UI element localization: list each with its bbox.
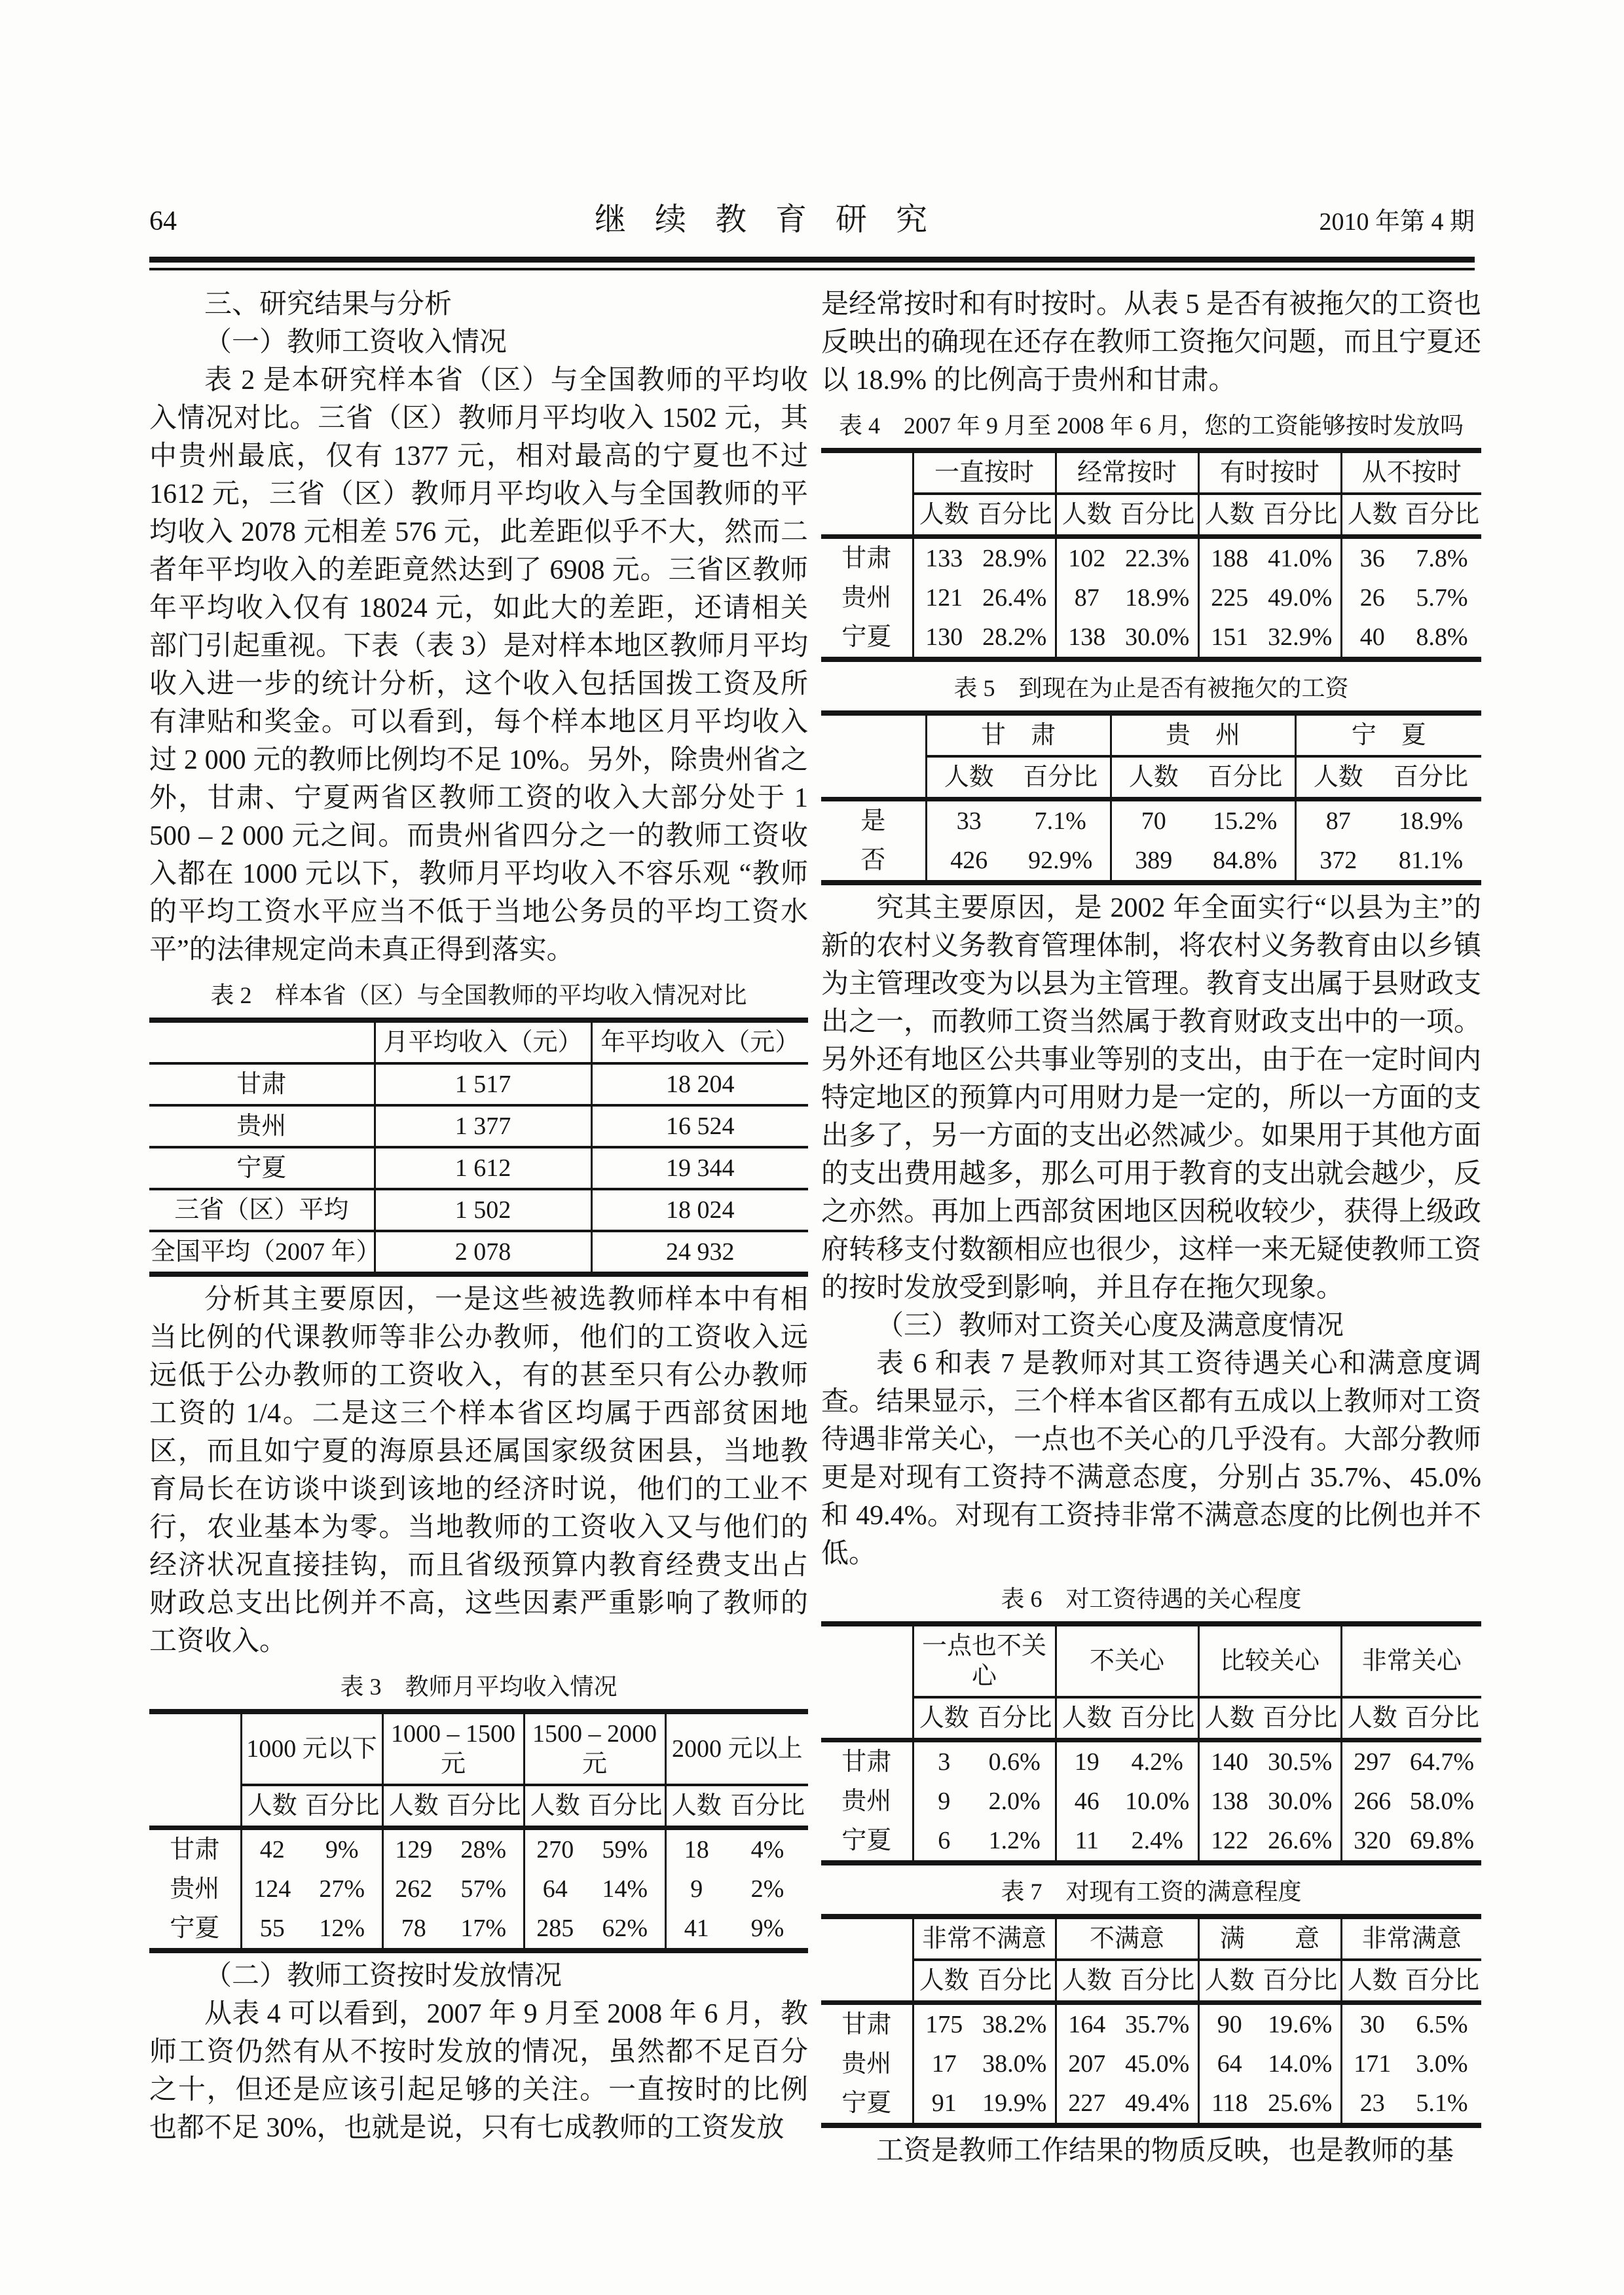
cell: 87 — [1295, 799, 1380, 841]
cell: 175 — [913, 2003, 974, 2045]
table-row — [821, 1624, 1481, 1697]
table-row — [821, 450, 1481, 494]
cell: 15.2% — [1213, 807, 1278, 835]
table-caption: 表 4 2007 年 9 月至 2008 年 6 月，您的工资能够按时发放吗 — [838, 413, 1464, 439]
table-caption: 表 7 对现有工资的满意程度 — [1001, 1879, 1302, 1905]
cell: 14.0% — [1268, 2050, 1333, 2078]
cell: 372 — [1295, 841, 1380, 883]
cell: 3 — [913, 1740, 974, 1782]
cell: 26 — [1341, 578, 1403, 617]
row-label: 宁夏 — [170, 1915, 220, 1942]
cell: 389 — [1111, 841, 1196, 883]
table-row — [821, 578, 1481, 617]
column-group-header: 满 意 — [1198, 1917, 1341, 1960]
row-label: 甘肃 — [841, 2011, 892, 2038]
column-group-header: 非常满意 — [1341, 1917, 1481, 1960]
paragraph: 表 6 和表 7 是教师对其工资待遇关心和满意度调查。结果显示，三个样本省区都有五成以上教师对工资待遇非常关心，一点也不关心的几乎没有。大部分教师更是对现有工资持不满意态度，分别占 35.7%、45.0% 和 49.4%。对现有工资持非常不满意态度的比例也并不低。 — [821, 1349, 1482, 1569]
sub-heading: （一）教师工资收入情况 — [204, 327, 507, 358]
column-subheader: 百分比 — [1403, 494, 1481, 537]
cell: 2.4% — [1131, 1827, 1183, 1854]
cell — [149, 1712, 241, 1828]
table-row — [149, 1231, 808, 1274]
right-column — [821, 285, 1481, 2170]
cell: 59% — [602, 1836, 648, 1864]
table-row — [149, 1105, 808, 1147]
table-row — [821, 2044, 1481, 2084]
cell: 14% — [602, 1875, 648, 1903]
page-number: 64 — [149, 206, 177, 236]
column-subheader: 人数 — [1056, 494, 1117, 537]
column-subheader: 百分比 — [1117, 494, 1198, 537]
table-row — [821, 841, 1481, 883]
cell — [149, 1020, 375, 1063]
paragraph: 从表 4 可以看到，2007 年 9 月至 2008 年 6 月，教师工资仍然有从不按时发放的情况，虽然都不足百分之十，但还是应该引起足够的关注。一直按时的比例也都不足 30%，也就是说，只有七成教师的工资发放 — [149, 1999, 808, 2143]
table-caption: 表 3 教师月平均收入情况 — [340, 1674, 618, 1700]
cell: 266 — [1341, 1782, 1403, 1821]
cell: 27% — [319, 1875, 365, 1903]
cell: 18 204 — [591, 1063, 808, 1105]
cell: 贵州 — [149, 1105, 375, 1147]
column-group-header: 比较关心 — [1198, 1624, 1341, 1697]
table-row — [821, 1740, 1481, 1782]
cell: 57% — [460, 1875, 507, 1903]
cell: 138 — [1056, 617, 1117, 659]
cell: 227 — [1056, 2084, 1117, 2125]
row-label: 甘肃 — [170, 1836, 220, 1864]
cell: 30 — [1341, 2003, 1403, 2045]
cell: 164 — [1056, 2003, 1117, 2045]
table-row — [821, 537, 1481, 579]
row-label: 贵州 — [841, 1788, 892, 1815]
cell: 12% — [319, 1915, 365, 1942]
table-row — [821, 494, 1481, 537]
cell: 64 — [1198, 2044, 1260, 2084]
column-subheader: 人数 — [913, 494, 974, 537]
cell: 6 — [913, 1821, 974, 1863]
cell: 甘肃 — [149, 1063, 375, 1105]
paragraph: 工资是教师工作结果的物质反映，也是教师的基 — [876, 2136, 1454, 2166]
row-label: 否 — [860, 847, 886, 874]
cell: 62% — [602, 1915, 648, 1942]
column-group-header: 非常关心 — [1341, 1624, 1481, 1697]
column-subheader: 百分比 — [1260, 494, 1341, 537]
table-5 — [821, 710, 1481, 885]
table-row — [821, 2003, 1481, 2045]
table-row — [821, 1821, 1481, 1863]
cell: 19 — [1056, 1740, 1117, 1782]
column-subheader: 人数 — [1056, 1697, 1117, 1740]
table-row — [821, 713, 1481, 756]
row-label: 宁夏 — [841, 2089, 892, 2117]
section-heading: 三、研究结果与分析 — [204, 289, 452, 320]
table-3 — [149, 1709, 808, 1953]
cell: 18 — [665, 1828, 727, 1870]
cell: 7.8% — [1416, 545, 1468, 572]
cell: 宁夏 — [149, 1147, 375, 1189]
row-label: 甘肃 — [841, 1748, 892, 1776]
cell: 19.9% — [982, 2089, 1047, 2117]
row-label: 甘肃 — [841, 545, 892, 572]
column-group-header: 经常按时 — [1056, 450, 1198, 494]
cell: 320 — [1341, 1821, 1403, 1863]
cell: 138 — [1198, 1782, 1260, 1821]
cell: 118 — [1198, 2084, 1260, 2125]
table-4 — [821, 448, 1481, 662]
table-row — [149, 1147, 808, 1189]
cell: 41.0% — [1268, 545, 1333, 572]
cell: 270 — [524, 1828, 585, 1870]
table-row — [149, 1712, 808, 1785]
column-subheader: 百分比 — [1196, 756, 1295, 799]
cell: 24 932 — [591, 1231, 808, 1274]
cell: 49.4% — [1125, 2089, 1190, 2117]
column-group-header: 有时按时 — [1198, 450, 1341, 494]
cell: 35.7% — [1125, 2011, 1190, 2038]
cell: 1 502 — [375, 1189, 591, 1231]
cell: 10.0% — [1125, 1788, 1190, 1815]
column-group-header: 1000 – 1500 元 — [382, 1712, 524, 1785]
column-subheader: 人数 — [1341, 494, 1403, 537]
cell: 188 — [1198, 537, 1260, 579]
table-caption: 表 2 样本省（区）与全国教师的平均收入情况对比 — [210, 982, 747, 1008]
cell: 33 — [926, 799, 1011, 841]
cell: 32.9% — [1268, 623, 1333, 651]
column-subheader: 百分比 — [1117, 1697, 1198, 1740]
cell: 78 — [382, 1909, 444, 1951]
cell: 18.9% — [1125, 584, 1190, 612]
column-header: 年平均收入（元） — [591, 1020, 808, 1063]
cell: 9 — [665, 1869, 727, 1909]
cell: 22.3% — [1125, 545, 1190, 572]
row-label: 贵州 — [170, 1875, 220, 1903]
column-group-header: 2000 元以上 — [665, 1712, 808, 1785]
table-row — [149, 1828, 808, 1870]
cell: 30.0% — [1268, 1788, 1333, 1815]
paragraph: 是经常按时和有时按时。从表 5 是否有被拖欠的工资也反映出的确现在还存在教师工资拖欠问题，而且宁夏还以 18.9% 的比例高于贵州和甘肃。 — [821, 289, 1482, 395]
cell: 1.2% — [988, 1827, 1041, 1854]
column-subheader: 百分比 — [585, 1785, 665, 1828]
cell: 7.1% — [1034, 807, 1086, 835]
cell: 207 — [1056, 2044, 1117, 2084]
cell: 92.9% — [1028, 847, 1093, 874]
cell: 17% — [460, 1915, 507, 1942]
cell — [821, 450, 913, 537]
cell: 三省（区）平均 — [149, 1189, 375, 1231]
column-subheader: 百分比 — [303, 1785, 382, 1828]
paragraph: 表 2 是本研究样本省（区）与全国教师的平均收入情况对比。三省（区）教师月平均收入 1502 元，其中贵州最底，仅有 1377 元，相对最高的宁夏也不过 1612 元，三省（区）教师月平均收入与全国教师的平均收入 2078 元相差 576 元，此差距似乎不大，然而二者年平均收入的差距竟然达到了 6908 元。三省区教师年平均收入仅有 18024 元，如此大的差距，还请相关部门引起重视。下表（表 3）是对样本地区教师月平均收入进一步的统计分析，这个收入包括国拨工资及所有津贴和奖金。可以看到，每个样本地区月平均收入过 2 000 元的教师比例均不足 10%。另外，除贵州省之外，甘肃、宁夏两省区教师工资的收入大部分处于 1 500 – 2 000 元之间。而贵州省四分之一的教师工资收入都在 1000 元以下，教师月平均收入不容乐观 “教师的平均工资水平应当不低于当地公务员的平均工资水平”的法律规定尚未真正得到落实。 — [149, 365, 808, 965]
column-subheader: 人数 — [382, 1785, 444, 1828]
cell — [821, 713, 926, 799]
row-label: 宁夏 — [841, 623, 892, 651]
cell: 87 — [1056, 578, 1117, 617]
table-row — [149, 1909, 808, 1951]
column-subheader: 人数 — [1198, 494, 1260, 537]
cell: 5.1% — [1416, 2089, 1468, 2117]
cell: 9 — [913, 1782, 974, 1821]
cell: 42 — [241, 1828, 303, 1870]
cell: 28% — [460, 1836, 507, 1864]
row-label: 贵州 — [841, 584, 892, 612]
cell: 28.2% — [982, 623, 1047, 651]
column-subheader: 人数 — [1056, 1960, 1117, 2003]
cell: 55 — [241, 1909, 303, 1951]
cell: 40 — [1341, 617, 1403, 659]
column-subheader: 人数 — [1198, 1697, 1260, 1740]
column-subheader: 百分比 — [1403, 1960, 1481, 2003]
column-subheader: 百分比 — [974, 1697, 1056, 1740]
column-group-header: 不满意 — [1056, 1917, 1198, 1960]
cell: 130 — [913, 617, 974, 659]
table-row — [821, 1697, 1481, 1740]
table-row — [149, 1189, 808, 1231]
cell — [821, 1624, 913, 1740]
cell: 91 — [913, 2084, 974, 2125]
cell: 140 — [1198, 1740, 1260, 1782]
cell: 8.8% — [1416, 623, 1468, 651]
table-row — [821, 1960, 1481, 2003]
cell: 151 — [1198, 617, 1260, 659]
cell: 1 517 — [375, 1063, 591, 1105]
column-subheader: 百分比 — [444, 1785, 524, 1828]
cell: 28.9% — [982, 545, 1047, 572]
cell: 90 — [1198, 2003, 1260, 2045]
cell: 0.6% — [988, 1748, 1041, 1776]
column-group-header: 从不按时 — [1341, 450, 1481, 494]
column-header: 月平均收入（元） — [375, 1020, 591, 1063]
cell: 19.6% — [1268, 2011, 1333, 2038]
table-row — [821, 799, 1481, 841]
cell: 49.0% — [1268, 584, 1333, 612]
issue-label: 2010 年第 4 期 — [1319, 208, 1475, 236]
cell: 124 — [241, 1869, 303, 1909]
cell: 38.0% — [982, 2050, 1047, 2078]
column-subheader: 百分比 — [1117, 1960, 1198, 2003]
table-6 — [821, 1621, 1481, 1865]
table-row — [149, 1869, 808, 1909]
column-subheader: 百分比 — [974, 1960, 1056, 2003]
cell: 26.6% — [1268, 1827, 1333, 1854]
table-row — [821, 1782, 1481, 1821]
sub-heading: （二）教师工资按时发放情况 — [204, 1961, 563, 1991]
cell: 171 — [1341, 2044, 1403, 2084]
column-subheader: 百分比 — [1403, 1697, 1481, 1740]
journal-title: 继 续 教 育 研 究 — [594, 202, 938, 237]
cell: 46 — [1056, 1782, 1117, 1821]
column-subheader: 人数 — [1198, 1960, 1260, 2003]
cell: 2% — [750, 1875, 784, 1903]
cell: 285 — [524, 1909, 585, 1951]
cell: 2 078 — [375, 1231, 591, 1274]
table-row — [821, 617, 1481, 659]
sub-heading: （三）教师对工资关心度及满意度情况 — [876, 1311, 1344, 1341]
column-subheader: 百分比 — [974, 494, 1056, 537]
column-group-header: 1500 – 2000 元 — [524, 1712, 665, 1785]
column-group-header: 1000 元以下 — [241, 1712, 382, 1785]
column-group-header: 一点也不关心 — [913, 1624, 1056, 1697]
column-group-header: 贵 州 — [1111, 713, 1295, 756]
cell: 1 612 — [375, 1147, 591, 1189]
column-subheader: 百分比 — [1380, 756, 1481, 799]
column-subheader: 人数 — [1341, 1697, 1403, 1740]
column-subheader: 人数 — [926, 756, 1011, 799]
cell: 4% — [750, 1836, 784, 1864]
cell: 262 — [382, 1869, 444, 1909]
column-subheader: 人数 — [913, 1960, 974, 2003]
cell: 84.8% — [1213, 847, 1278, 874]
cell: 36 — [1341, 537, 1403, 579]
row-label: 贵州 — [841, 2050, 892, 2078]
cell: 69.8% — [1409, 1827, 1475, 1854]
cell: 19 344 — [591, 1147, 808, 1189]
column-subheader: 人数 — [241, 1785, 303, 1828]
table-7 — [821, 1914, 1481, 2128]
cell: 16 524 — [591, 1105, 808, 1147]
table-row — [149, 1020, 808, 1063]
cell: 129 — [382, 1828, 444, 1870]
table-caption: 表 5 到现在为止是否有被拖欠的工资 — [953, 675, 1349, 701]
table-row — [149, 1785, 808, 1828]
cell: 297 — [1341, 1740, 1403, 1782]
column-subheader: 人数 — [524, 1785, 585, 1828]
cell: 102 — [1056, 537, 1117, 579]
column-subheader: 百分比 — [1011, 756, 1111, 799]
cell: 122 — [1198, 1821, 1260, 1863]
column-group-header: 不关心 — [1056, 1624, 1198, 1697]
column-group-header: 甘 肃 — [926, 713, 1111, 756]
cell: 18 024 — [591, 1189, 808, 1231]
cell: 133 — [913, 537, 974, 579]
cell: 58.0% — [1409, 1788, 1475, 1815]
header-divider — [149, 257, 1475, 270]
cell: 70 — [1111, 799, 1196, 841]
cell: 25.6% — [1268, 2089, 1333, 2117]
column-group-header: 非常不满意 — [913, 1917, 1056, 1960]
cell: 11 — [1056, 1821, 1117, 1863]
table-row — [821, 1917, 1481, 1960]
cell — [821, 1917, 913, 2003]
cell: 17 — [913, 2044, 974, 2084]
row-label: 宁夏 — [841, 1827, 892, 1854]
column-subheader: 人数 — [1295, 756, 1380, 799]
column-subheader: 百分比 — [1260, 1960, 1341, 2003]
column-subheader: 人数 — [913, 1697, 974, 1740]
cell: 全国平均（2007 年） — [149, 1231, 375, 1274]
table-2 — [149, 1018, 808, 1277]
column-subheader: 人数 — [1111, 756, 1196, 799]
table-row — [149, 1063, 808, 1105]
column-group-header: 宁 夏 — [1295, 713, 1481, 756]
cell: 23 — [1341, 2084, 1403, 2125]
row-label: 是 — [860, 807, 886, 835]
cell: 9% — [325, 1836, 359, 1864]
cell: 225 — [1198, 578, 1260, 617]
paragraph: 分析其主要原因，一是这些被选教师样本中有相当比例的代课教师等非公办教师，他们的工资收入远远低于公办教师的工资收入，有的甚至只有公办教师工资的 1/4。二是这三个样本省区均属于西部贫困地区，而且如宁夏的海原县还属国家级贫困县，当地教育局长在访谈中谈到该地的经济时说，他们的工业不行，农业基本为零。当地教师的工资收入又与他们的经济状况直接挂钩，而且省级预算内教育经费支出占财政总支出比例并不高，这些因素严重影响了教师的工资收入。 — [149, 1285, 808, 1657]
table-row — [821, 2084, 1481, 2125]
cell: 3.0% — [1416, 2050, 1468, 2078]
cell: 45.0% — [1125, 2050, 1190, 2078]
cell: 1 377 — [375, 1105, 591, 1147]
cell: 64.7% — [1409, 1748, 1475, 1776]
cell: 41 — [665, 1909, 727, 1951]
column-group-header: 一直按时 — [913, 450, 1056, 494]
cell: 18.9% — [1398, 807, 1464, 835]
cell: 64 — [524, 1869, 585, 1909]
cell: 121 — [913, 578, 974, 617]
cell: 4.2% — [1131, 1748, 1183, 1776]
cell: 2.0% — [988, 1788, 1041, 1815]
left-column — [149, 285, 808, 2147]
cell: 81.1% — [1398, 847, 1464, 874]
cell: 426 — [926, 841, 1011, 883]
table-caption: 表 6 对工资待遇的关心程度 — [1001, 1586, 1302, 1612]
column-subheader: 百分比 — [727, 1785, 808, 1828]
cell: 26.4% — [982, 584, 1047, 612]
page-header — [149, 194, 1475, 239]
paragraph: 究其主要原因，是 2002 年全面实行“以县为主”的新的农村义务教育管理体制，将农村义务教育由以乡镇为主管理改变为以县为主管理。教育支出属于县财政支出之一，而教师工资当然属于教育财政支出中的一项。另外还有地区公共事业等别的支出，由于在一定时间内特定地区的预算内可用财力是一定的，所以一方面的支出多了，另一方面的支出必然减少。如果用于其他方面的支出费用越多，那么可用于教育的支出就会越少，反之亦然。再加上西部贫困地区因税收较少，获得上级政府转移支付数额相应也很少，这样一来无疑使教师工资的按时发放受到影响，并且存在拖欠现象。 — [821, 893, 1482, 1303]
cell: 30.0% — [1125, 623, 1190, 651]
column-subheader: 百分比 — [1260, 1697, 1341, 1740]
cell: 30.5% — [1268, 1748, 1333, 1776]
cell: 38.2% — [982, 2011, 1047, 2038]
cell: 9% — [750, 1915, 784, 1942]
cell: 6.5% — [1416, 2011, 1468, 2038]
cell: 5.7% — [1416, 584, 1468, 612]
column-subheader: 人数 — [665, 1785, 727, 1828]
column-subheader: 人数 — [1341, 1960, 1403, 2003]
